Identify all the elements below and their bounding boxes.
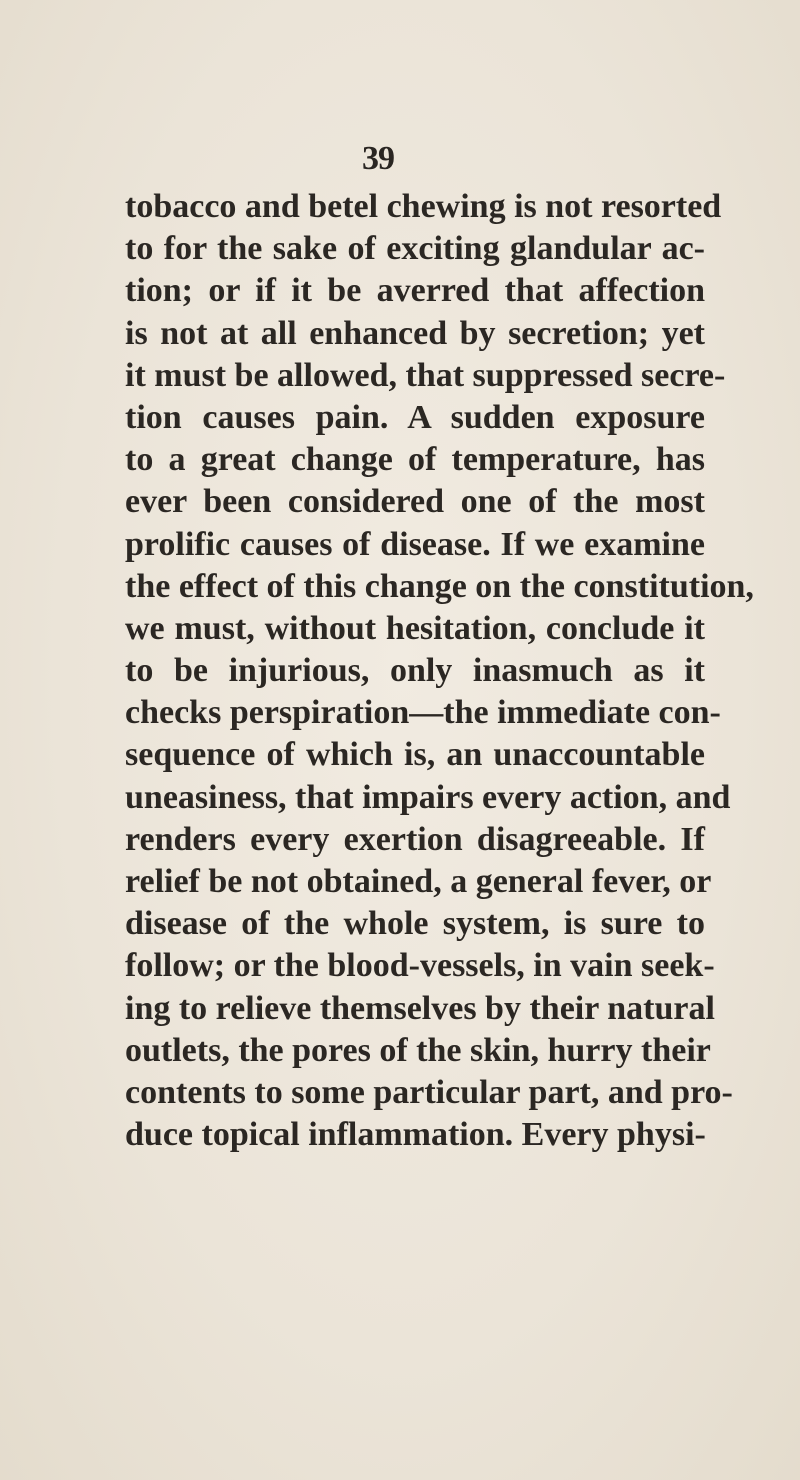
text-line: ing to relieve themselves by their natural [125, 989, 715, 1027]
text-line: disease of the whole system, is sure to [125, 905, 705, 943]
text-line: checks perspiration—the immediate con- [125, 694, 721, 732]
text-line: tion causes pain. A sudden exposure [125, 398, 705, 436]
text-line: relief be not obtained, a general fever, or [125, 863, 712, 900]
text-line: is not at all enhanced by secretion; yet [125, 314, 705, 352]
text-line: tobacco and betel chewing is not resorted [125, 188, 722, 225]
text-line: sequence of which is, an unaccountable [125, 736, 705, 774]
text-line: duce topical inflammation. Every physi- [125, 1116, 706, 1154]
text-line: renders every exertion disagreeable. If [125, 820, 705, 858]
text-line: to for the sake of exciting glandular ac- [125, 230, 705, 268]
page-number: 39 [362, 140, 394, 177]
body-text [125, 186, 754, 1156]
text-line: we must, without hesitation, conclude it [125, 609, 705, 647]
text-line: contents to some particular part, and pro- [125, 1073, 733, 1111]
text-line: it must be allowed, that suppressed secre- [125, 356, 726, 394]
text-line: follow; or the blood-vessels, in vain seek- [125, 947, 715, 985]
text-line: to a great change of temperature, has [125, 441, 705, 479]
text-line: to be injurious, only inasmuch as it [125, 652, 705, 690]
text-line: prolific causes of disease. If we examine [125, 525, 705, 563]
text-line: uneasiness, that impairs every action, and [125, 778, 731, 816]
text-line: the effect of this change on the constitution, [125, 567, 754, 605]
text-line: tion; or if it be averred that affection [125, 272, 705, 310]
text-line: ever been considered one of the most [125, 483, 705, 521]
text-line: outlets, the pores of the skin, hurry their [125, 1031, 711, 1069]
